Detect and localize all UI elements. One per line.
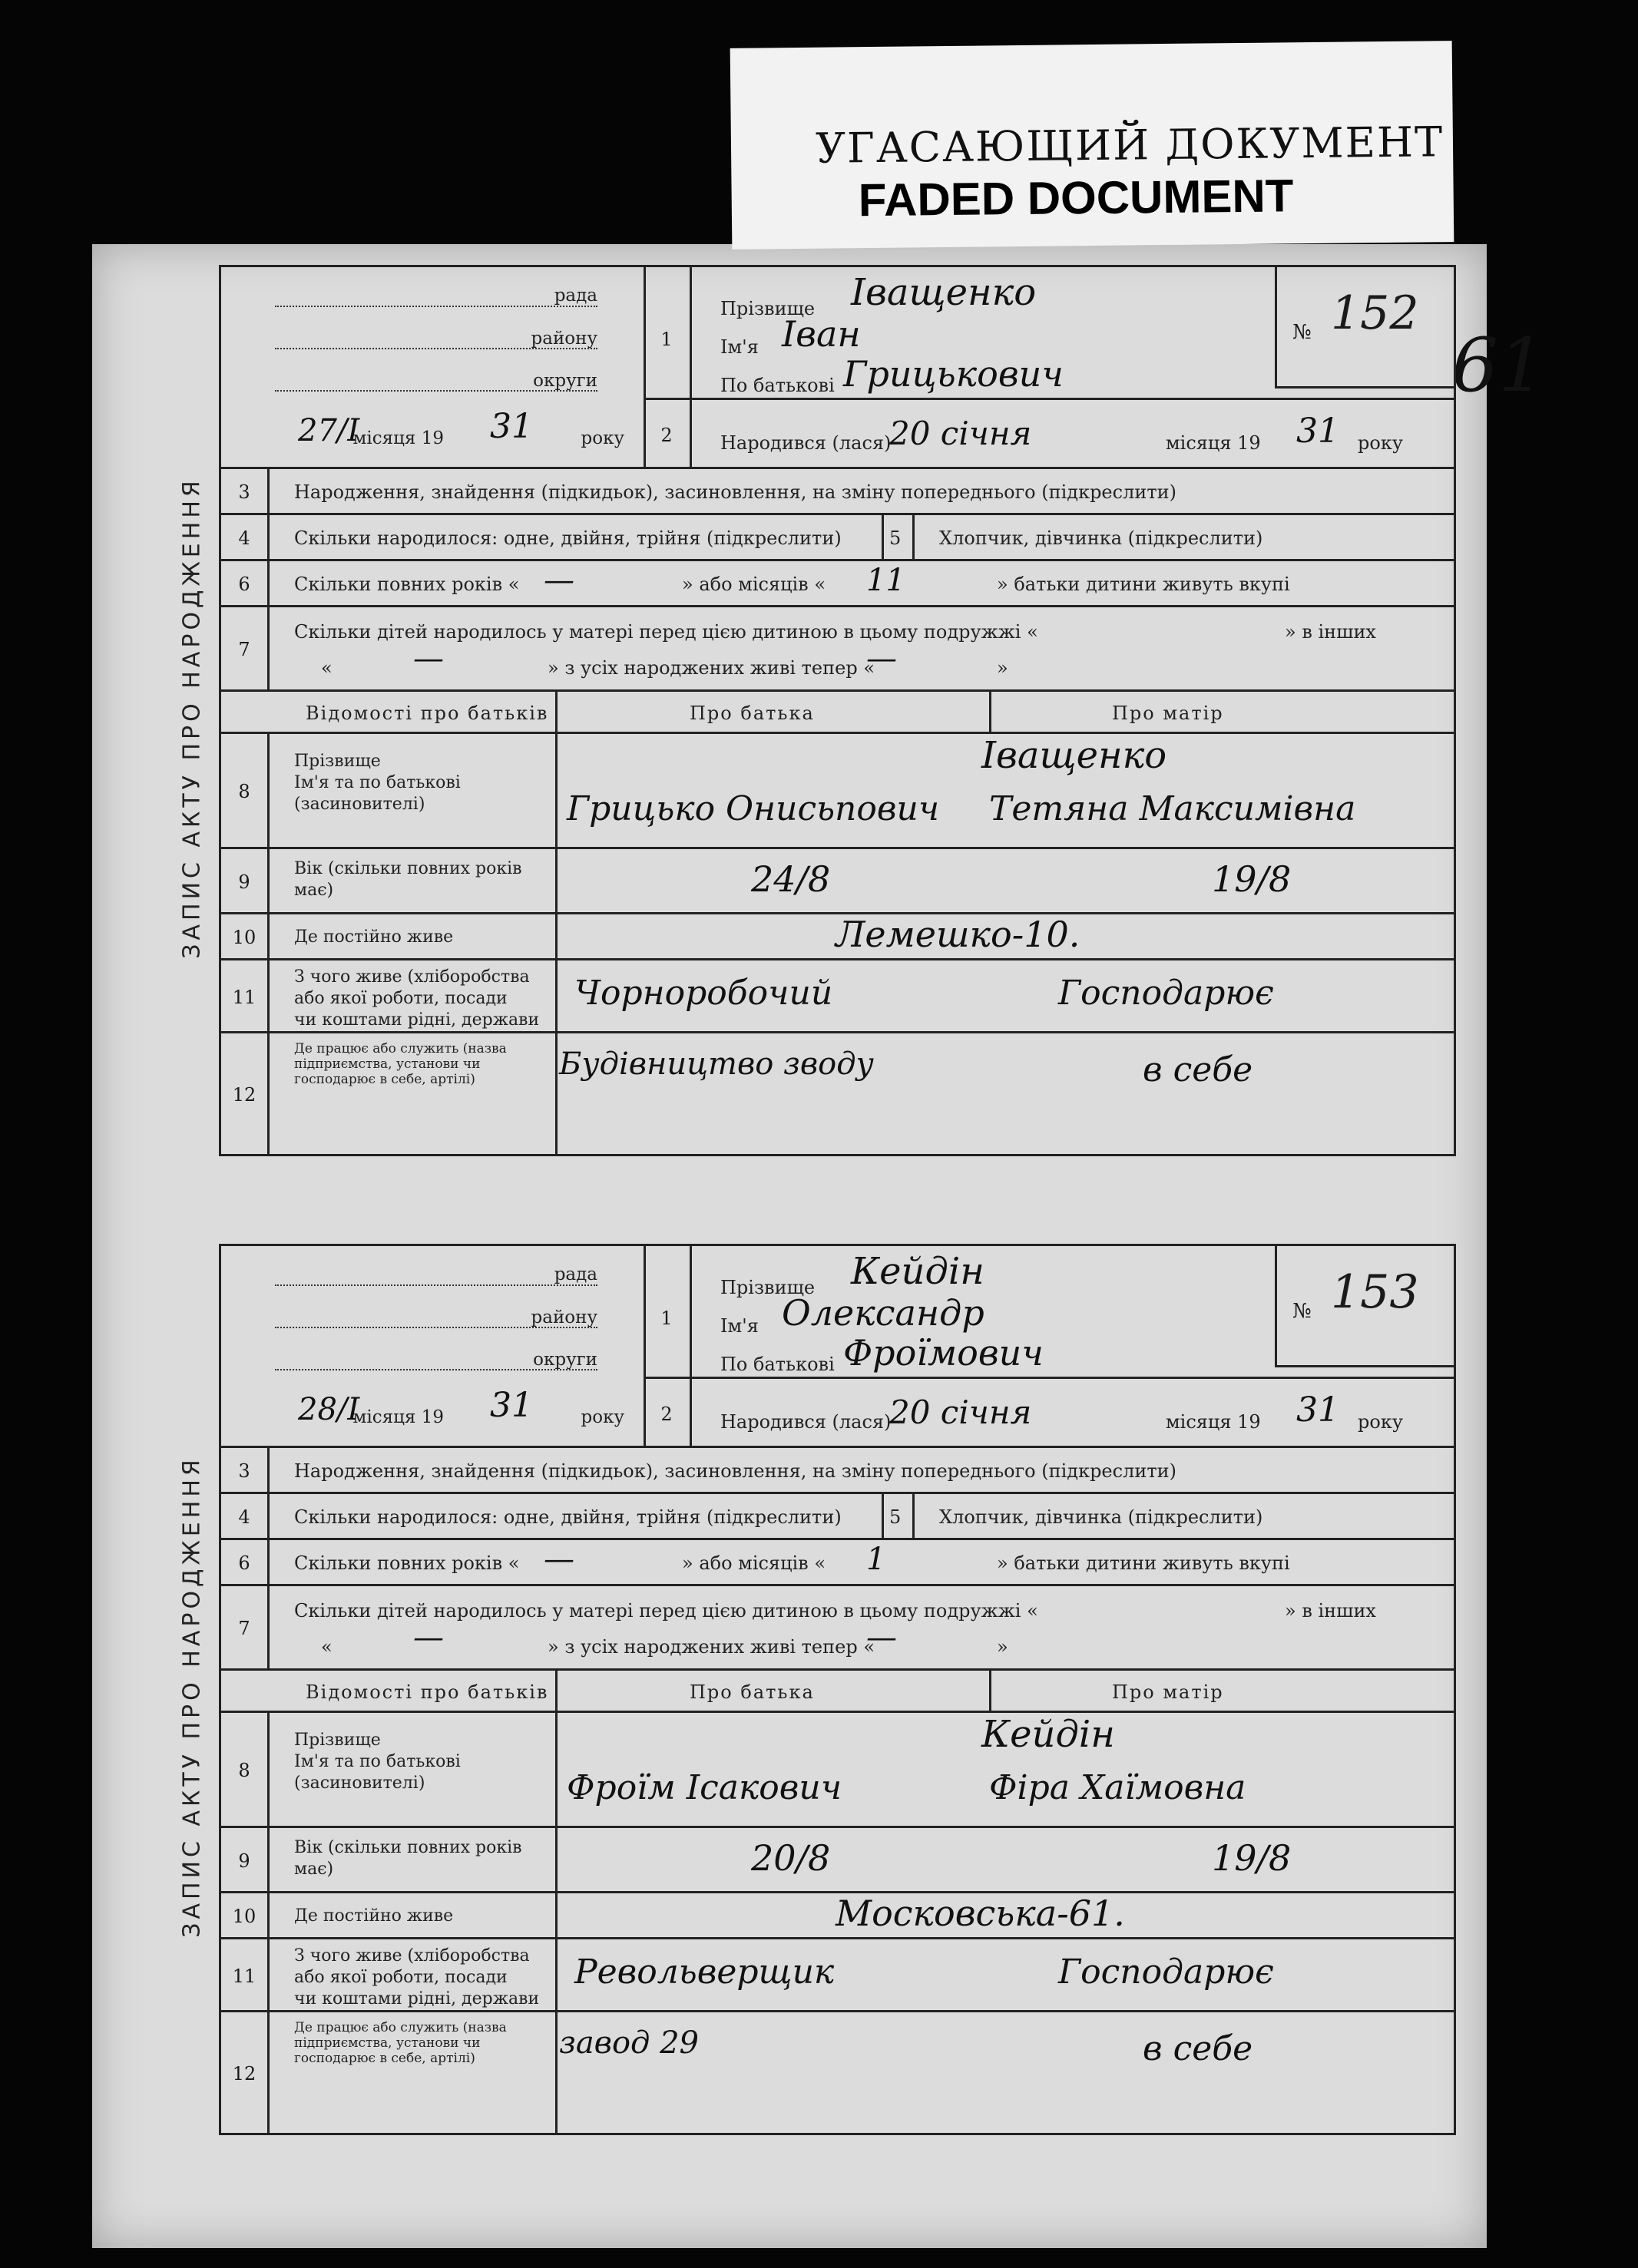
no-label: № bbox=[1292, 321, 1312, 344]
record-side-title bbox=[157, 265, 227, 1171]
imya: Ім'я bbox=[720, 1315, 759, 1337]
form-element: 3 bbox=[221, 1448, 270, 1494]
row4: Скільки народилося: одне, двійня, трійня (підкреслити) bbox=[294, 1506, 842, 1528]
pro-batka: Про батька bbox=[690, 703, 815, 724]
misyatsya: місяця 19 bbox=[352, 428, 444, 448]
r11: З чого живе (хліборобства або якої роботи, посади чи коштами рідні, держави bbox=[294, 1946, 540, 2008]
row7-a: Скільки дітей народилось у матері перед цією дитиною в цьому подружжі « bbox=[294, 621, 1038, 643]
form-element bbox=[644, 267, 692, 467]
form-element: 4 bbox=[221, 1494, 270, 1540]
child-name: Іван bbox=[782, 313, 861, 355]
roku: року bbox=[1358, 1411, 1403, 1433]
form-element bbox=[221, 689, 1454, 734]
birth-record bbox=[157, 1244, 1459, 2150]
father-workplace: завод 29 bbox=[559, 2025, 699, 2061]
record-number-box bbox=[1275, 1246, 1454, 1367]
form-element bbox=[690, 1377, 1454, 1379]
row6-c: » батьки дитини живуть вкупі bbox=[997, 574, 1290, 595]
form-element: 10 bbox=[221, 914, 270, 960]
form-element: 9 bbox=[221, 1828, 270, 1893]
form-element: 1 bbox=[660, 329, 673, 350]
form-element: 7 bbox=[221, 607, 270, 692]
row-6 bbox=[221, 559, 1454, 607]
birth-record bbox=[157, 265, 1459, 1171]
misyatsya: місяця 19 bbox=[352, 1407, 444, 1427]
registration-day: 28/I bbox=[298, 1392, 360, 1427]
registry-office-block bbox=[221, 1246, 646, 1446]
father-workplace: Будівництво зводу bbox=[559, 1046, 874, 1082]
form-element: 7 bbox=[221, 1586, 270, 1671]
side-title: ЗАПИС АКТУ ПРО НАРОДЖЕННЯ bbox=[178, 477, 206, 959]
birth-date: 20 січня bbox=[889, 1394, 1032, 1431]
father-occupation: Чорноробочий bbox=[574, 974, 833, 1013]
record-number-box bbox=[1275, 267, 1454, 388]
children-before: — bbox=[413, 641, 444, 676]
record-frame bbox=[219, 1244, 1456, 2135]
record-number: 152 bbox=[1331, 286, 1419, 340]
form-element: 8 bbox=[221, 734, 270, 849]
prizvyshche: Прізвище bbox=[720, 298, 816, 319]
r10: Де постійно живе bbox=[294, 1906, 454, 1926]
row4-num: 5 bbox=[889, 1506, 902, 1528]
form-element bbox=[644, 398, 690, 400]
row6-a: Скільки повних років « bbox=[294, 574, 520, 595]
r10: Де постійно живе bbox=[294, 927, 454, 947]
birth-year: 31 bbox=[1296, 412, 1339, 451]
row7-b: » в інших bbox=[1285, 621, 1376, 643]
child-patronymic: Фроїмович bbox=[843, 1332, 1044, 1374]
imya: Ім'я bbox=[720, 336, 759, 358]
mother-name: Фіра Хаїмовна bbox=[989, 1768, 1246, 1807]
mother-workplace: в себе bbox=[1143, 1050, 1253, 1089]
form-element: 12 bbox=[221, 1033, 270, 1156]
residence: Лемешко-10. bbox=[836, 914, 1080, 955]
children-before: — bbox=[413, 1620, 444, 1655]
vidomosti: Відомості про батьків bbox=[306, 1681, 549, 1703]
row4: Скільки народилося: одне, двійня, трійня (підкреслити) bbox=[294, 527, 842, 549]
registration-year: 31 bbox=[490, 1386, 533, 1425]
mother-occupation: Господарює bbox=[1058, 974, 1274, 1013]
row6-a: Скільки повних років « bbox=[294, 1552, 520, 1574]
mother-workplace: в себе bbox=[1143, 2029, 1253, 2068]
pro-matir: Про матір bbox=[1112, 703, 1224, 724]
form-element bbox=[221, 1668, 1454, 1713]
vidomosti: Відомості про батьків bbox=[306, 703, 549, 724]
roku: року bbox=[581, 428, 624, 448]
po-batkovi: По батькові bbox=[720, 1354, 835, 1375]
row7-a: Скільки дітей народилось у матері перед цією дитиною в цьому подружжі « bbox=[294, 1600, 1038, 1622]
r11: З чого живе (хліборобства або якої роботи, посади чи коштами рідні, держави bbox=[294, 967, 540, 1030]
form-element bbox=[275, 1284, 597, 1286]
roku: року bbox=[1358, 432, 1403, 454]
form-element bbox=[989, 1668, 991, 1711]
months-together: 11 bbox=[866, 563, 905, 598]
rayonu: району bbox=[531, 1308, 597, 1327]
okrugy: округи bbox=[533, 1350, 597, 1370]
form-element: 4 bbox=[221, 515, 270, 561]
form-element bbox=[882, 1494, 884, 1540]
children-alive: — bbox=[866, 641, 897, 676]
row-12 bbox=[221, 2010, 1454, 2135]
father-age: 24/8 bbox=[751, 858, 831, 900]
form-element bbox=[912, 515, 915, 561]
child-block bbox=[690, 267, 1454, 467]
misyatsya: місяця 19 bbox=[1166, 432, 1261, 454]
years-together: — bbox=[544, 1542, 574, 1577]
narodyvsia: Народився (лася) bbox=[720, 1411, 892, 1433]
rayonu: району bbox=[531, 329, 597, 349]
row6-c: » батьки дитини живуть вкупі bbox=[997, 1552, 1290, 1574]
misyatsya: місяця 19 bbox=[1166, 1411, 1261, 1433]
form-element: 6 bbox=[221, 1540, 270, 1586]
form-element bbox=[644, 1246, 692, 1446]
row7-d: » з усіх народжених живі тепер « bbox=[548, 1636, 875, 1658]
po-batkovi: По батькові bbox=[720, 375, 835, 396]
form-element bbox=[690, 398, 1454, 400]
form-element bbox=[644, 1377, 690, 1379]
form-element: 1 bbox=[660, 1308, 673, 1329]
row3: Народження, знайдення (підкидьок), засиновлення, на зміну попереднього (підкреслити) bbox=[294, 481, 1176, 503]
r12: Де працює або служить (назва підприємства, установи чи господарює в себе, артілі) bbox=[294, 2020, 507, 2066]
row-4-5 bbox=[221, 513, 1454, 561]
row-3 bbox=[221, 1446, 1454, 1494]
registration-year: 31 bbox=[490, 407, 533, 446]
months-together: 1 bbox=[866, 1542, 886, 1577]
r9: Вік (скільки повних років має) bbox=[294, 1838, 522, 1879]
r8: Прізвище Ім'я та по батькові (засиновителі) bbox=[294, 752, 461, 814]
row-6 bbox=[221, 1538, 1454, 1586]
form-element: 11 bbox=[221, 1939, 270, 2012]
row7-b: » в інших bbox=[1285, 1600, 1376, 1622]
row7-c: « bbox=[321, 1636, 333, 1658]
form-element: 6 bbox=[221, 561, 270, 607]
rada: рада bbox=[554, 1265, 597, 1284]
label-russian: УГАСАЮЩИЙ ДОКУМЕНТ bbox=[815, 117, 1444, 173]
row6-b: » або місяців « bbox=[682, 1552, 826, 1574]
form-element: 2 bbox=[660, 425, 673, 446]
row6-b: » або місяців « bbox=[682, 574, 826, 595]
mother-age: 19/8 bbox=[1212, 1837, 1292, 1879]
r8: Прізвище Ім'я та по батькові (засиновителі) bbox=[294, 1731, 461, 1793]
okrugy: округи bbox=[533, 371, 597, 391]
form-element: 3 bbox=[221, 469, 270, 515]
child-block bbox=[690, 1246, 1454, 1446]
form-element: 9 bbox=[221, 849, 270, 914]
mother-age: 19/8 bbox=[1212, 858, 1292, 900]
pro-matir: Про матір bbox=[1112, 1681, 1224, 1703]
child-patronymic: Грицькович bbox=[843, 353, 1064, 395]
record-frame bbox=[219, 265, 1456, 1156]
rada: рада bbox=[554, 286, 597, 306]
child-surname: Кейдін bbox=[851, 1250, 984, 1293]
prizvyshche: Прізвище bbox=[720, 1277, 816, 1298]
r12: Де працює або служить (назва підприємства, установи чи господарює в себе, артілі) bbox=[294, 1041, 507, 1087]
form-element bbox=[912, 1494, 915, 1540]
record-number: 153 bbox=[1331, 1265, 1419, 1319]
faded-document-label bbox=[730, 41, 1454, 250]
narodyvsia: Народився (лася) bbox=[720, 432, 892, 454]
row5: Хлопчик, дівчинка (підкреслити) bbox=[939, 527, 1263, 549]
form-element bbox=[989, 689, 991, 732]
birth-date: 20 січня bbox=[889, 415, 1032, 452]
child-name: Олександр bbox=[782, 1292, 984, 1334]
row-4-5 bbox=[221, 1492, 1454, 1540]
form-element: 12 bbox=[221, 2012, 270, 2135]
form-element bbox=[275, 306, 597, 307]
father-occupation: Револьверщик bbox=[574, 1952, 835, 1992]
roku: року bbox=[581, 1407, 624, 1427]
row7-c: « bbox=[321, 657, 333, 679]
row7-e: » bbox=[997, 1636, 1008, 1658]
form-element: 10 bbox=[221, 1893, 270, 1939]
form-element: 8 bbox=[221, 1713, 270, 1828]
registry-office-block bbox=[221, 267, 646, 467]
row-7 bbox=[221, 1584, 1454, 1671]
parents-surname: Кейдін bbox=[981, 1713, 1115, 1756]
pro-batka: Про батька bbox=[690, 1681, 815, 1703]
mother-occupation: Господарює bbox=[1058, 1952, 1274, 1992]
children-alive: — bbox=[866, 1620, 897, 1655]
residence: Московська-61. bbox=[836, 1893, 1125, 1934]
child-surname: Іващенко bbox=[851, 271, 1037, 314]
form-element bbox=[882, 515, 884, 561]
r9: Вік (скільки повних років має) bbox=[294, 859, 522, 900]
father-name: Грицько Онисьпович bbox=[567, 789, 940, 828]
row7-e: » bbox=[997, 657, 1008, 679]
parents-surname: Іващенко bbox=[981, 734, 1167, 777]
father-name: Фроїм Ісакович bbox=[567, 1768, 842, 1807]
no-label: № bbox=[1292, 1300, 1312, 1323]
birth-year: 31 bbox=[1296, 1390, 1339, 1430]
mother-name: Тетяна Максимівна bbox=[989, 789, 1356, 828]
label-english: FADED DOCUMENT bbox=[858, 170, 1294, 226]
form-element: 2 bbox=[660, 1403, 673, 1425]
row3: Народження, знайдення (підкидьок), засиновлення, на зміну попереднього (підкреслити) bbox=[294, 1460, 1176, 1482]
row-3 bbox=[221, 467, 1454, 515]
years-together: — bbox=[544, 563, 574, 598]
record-side-title bbox=[157, 1244, 227, 2150]
row-7 bbox=[221, 605, 1454, 692]
father-age: 20/8 bbox=[751, 1837, 831, 1879]
row7-d: » з усіх народжених живі тепер « bbox=[548, 657, 875, 679]
side-title: ЗАПИС АКТУ ПРО НАРОДЖЕННЯ bbox=[178, 1456, 206, 1938]
row5: Хлопчик, дівчинка (підкреслити) bbox=[939, 1506, 1263, 1528]
registration-day: 27/I bbox=[298, 413, 360, 448]
folio-number: 61 bbox=[1451, 322, 1546, 408]
row4-num: 5 bbox=[889, 527, 902, 549]
form-element: 11 bbox=[221, 960, 270, 1033]
